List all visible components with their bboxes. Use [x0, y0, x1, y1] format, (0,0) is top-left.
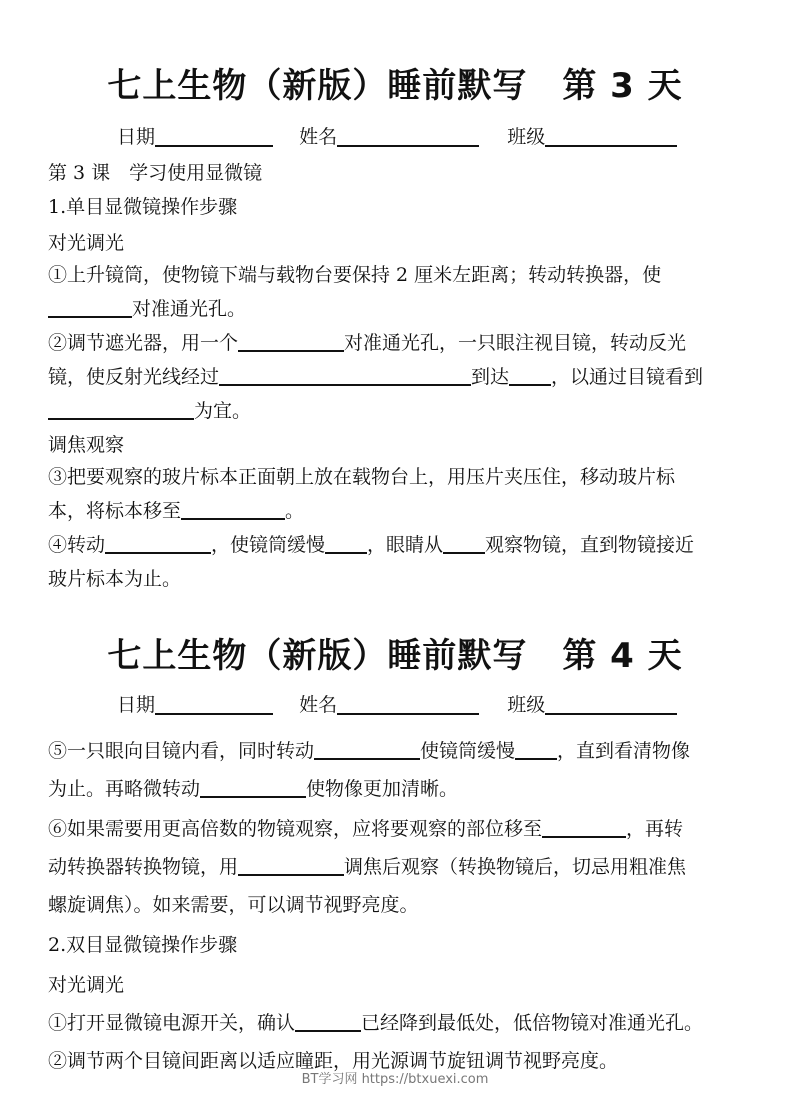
section-heading: 1.单目显微镜操作步骤: [48, 196, 238, 218]
text-span: ⑤一只眼向目镜内看，同时转动: [48, 740, 315, 762]
fill-blank[interactable]: [238, 856, 344, 876]
fill-blank[interactable]: [509, 366, 551, 386]
paragraph-line: ③把要观察的玻片标本正面朝上放在载物台上，用压片夹压住，移动玻片标: [48, 466, 676, 488]
text-span: 使物像更加清晰。: [306, 778, 459, 800]
text-span: ，直到看清物像: [557, 740, 691, 762]
paragraph-line: [48, 496, 304, 523]
text-span: 镜，使反射光线经过: [48, 366, 220, 388]
class-blank[interactable]: [545, 125, 677, 147]
fill-blank[interactable]: [443, 534, 485, 554]
text-span: 为宜。: [194, 400, 252, 422]
paragraph-line: 螺旋调焦）。如来需要，可以调节视野亮度。: [48, 894, 419, 916]
paragraph-line: [48, 396, 251, 423]
sub-heading: 对光调光: [48, 232, 125, 254]
name-blank[interactable]: [337, 125, 479, 147]
class-blank[interactable]: [545, 693, 677, 715]
text-span: 对准通光孔，一只眼注视目镜，转动反光: [344, 332, 687, 354]
fill-blank[interactable]: [295, 1012, 361, 1032]
date-blank[interactable]: [155, 125, 273, 147]
fill-blank[interactable]: [238, 332, 344, 352]
date-label: 日期: [117, 694, 156, 716]
date-blank[interactable]: [155, 693, 273, 715]
fill-blank[interactable]: [48, 298, 132, 318]
date-label: 日期: [117, 126, 156, 148]
fill-blank[interactable]: [181, 500, 285, 520]
paragraph-line: [48, 852, 686, 879]
section-heading: 2.双目显微镜操作步骤: [48, 934, 238, 956]
paragraph-line: ②调节两个目镜间距离以适应瞳距，用光源调节旋钮调节视野亮度。: [48, 1050, 619, 1072]
text-span: ，再转: [626, 818, 684, 840]
text-span: 观察物镜，直到物镜接近: [485, 534, 695, 556]
text-span: 到达: [471, 366, 510, 388]
fill-blank[interactable]: [48, 400, 194, 420]
fill-blank[interactable]: [314, 740, 420, 760]
text-span: 调焦后观察（转换物镜后，切忌用粗准焦: [344, 856, 687, 878]
text-span: 。: [285, 500, 305, 522]
text-span: 已经降到最低处，低倍物镜对准通光孔。: [361, 1012, 704, 1034]
text-span: ①打开显微镜电源开关，确认: [48, 1012, 296, 1034]
fill-blank[interactable]: [515, 740, 557, 760]
meta-row-day4: [117, 690, 677, 717]
text-span: ②调节遮光器，用一个: [48, 332, 239, 354]
paragraph-line: [48, 530, 694, 557]
text-span: ，眼睛从: [367, 534, 444, 556]
page-title-day3: 七上生物（新版）睡前默写 第 3 天: [107, 66, 683, 106]
text-span: ，以通过目镜看到: [551, 366, 704, 388]
paragraph-line: [48, 736, 690, 763]
fill-blank[interactable]: [200, 778, 306, 798]
class-label: 班级: [507, 694, 546, 716]
paragraph-line: ①上升镜筒，使物镜下端与载物台要保持 2 厘米左距离；转动转换器，使: [48, 264, 662, 286]
paragraph-line: [48, 1008, 703, 1035]
fill-blank[interactable]: [105, 534, 211, 554]
paragraph-line: [48, 328, 686, 355]
paragraph-line: [48, 362, 703, 389]
text-span: 动转换器转换物镜，用: [48, 856, 239, 878]
text-span: 对准通光孔。: [132, 298, 247, 320]
paragraph-line: [48, 774, 458, 801]
name-label: 姓名: [299, 694, 338, 716]
sub-heading: 对光调光: [48, 974, 125, 996]
fill-blank[interactable]: [542, 818, 626, 838]
name-label: 姓名: [299, 126, 338, 148]
sub-heading: 调焦观察: [48, 434, 125, 456]
text-span: ④转动: [48, 534, 106, 556]
text-span: 使镜筒缓慢: [420, 740, 516, 762]
class-label: 班级: [507, 126, 546, 148]
paragraph-line: 玻片标本为止。: [48, 568, 182, 590]
fill-blank[interactable]: [325, 534, 367, 554]
text-span: 本，将标本移至: [48, 500, 182, 522]
fill-blank[interactable]: [219, 366, 471, 386]
paragraph-line: [48, 814, 683, 841]
text-span: ，使镜筒缓慢: [211, 534, 326, 556]
paragraph-line: [48, 294, 246, 321]
meta-row-day3: [117, 122, 677, 149]
lesson-heading: 第 3 课 学习使用显微镜: [48, 162, 263, 184]
name-blank[interactable]: [337, 693, 479, 715]
text-span: ⑥如果需要用更高倍数的物镜观察，应将要观察的部位移至: [48, 818, 543, 840]
text-span: 为止。再略微转动: [48, 778, 201, 800]
page-title-day4: 七上生物（新版）睡前默写 第 4 天: [107, 636, 683, 676]
footer-watermark: BT学习网 https://btxuexi.com: [301, 1072, 489, 1087]
